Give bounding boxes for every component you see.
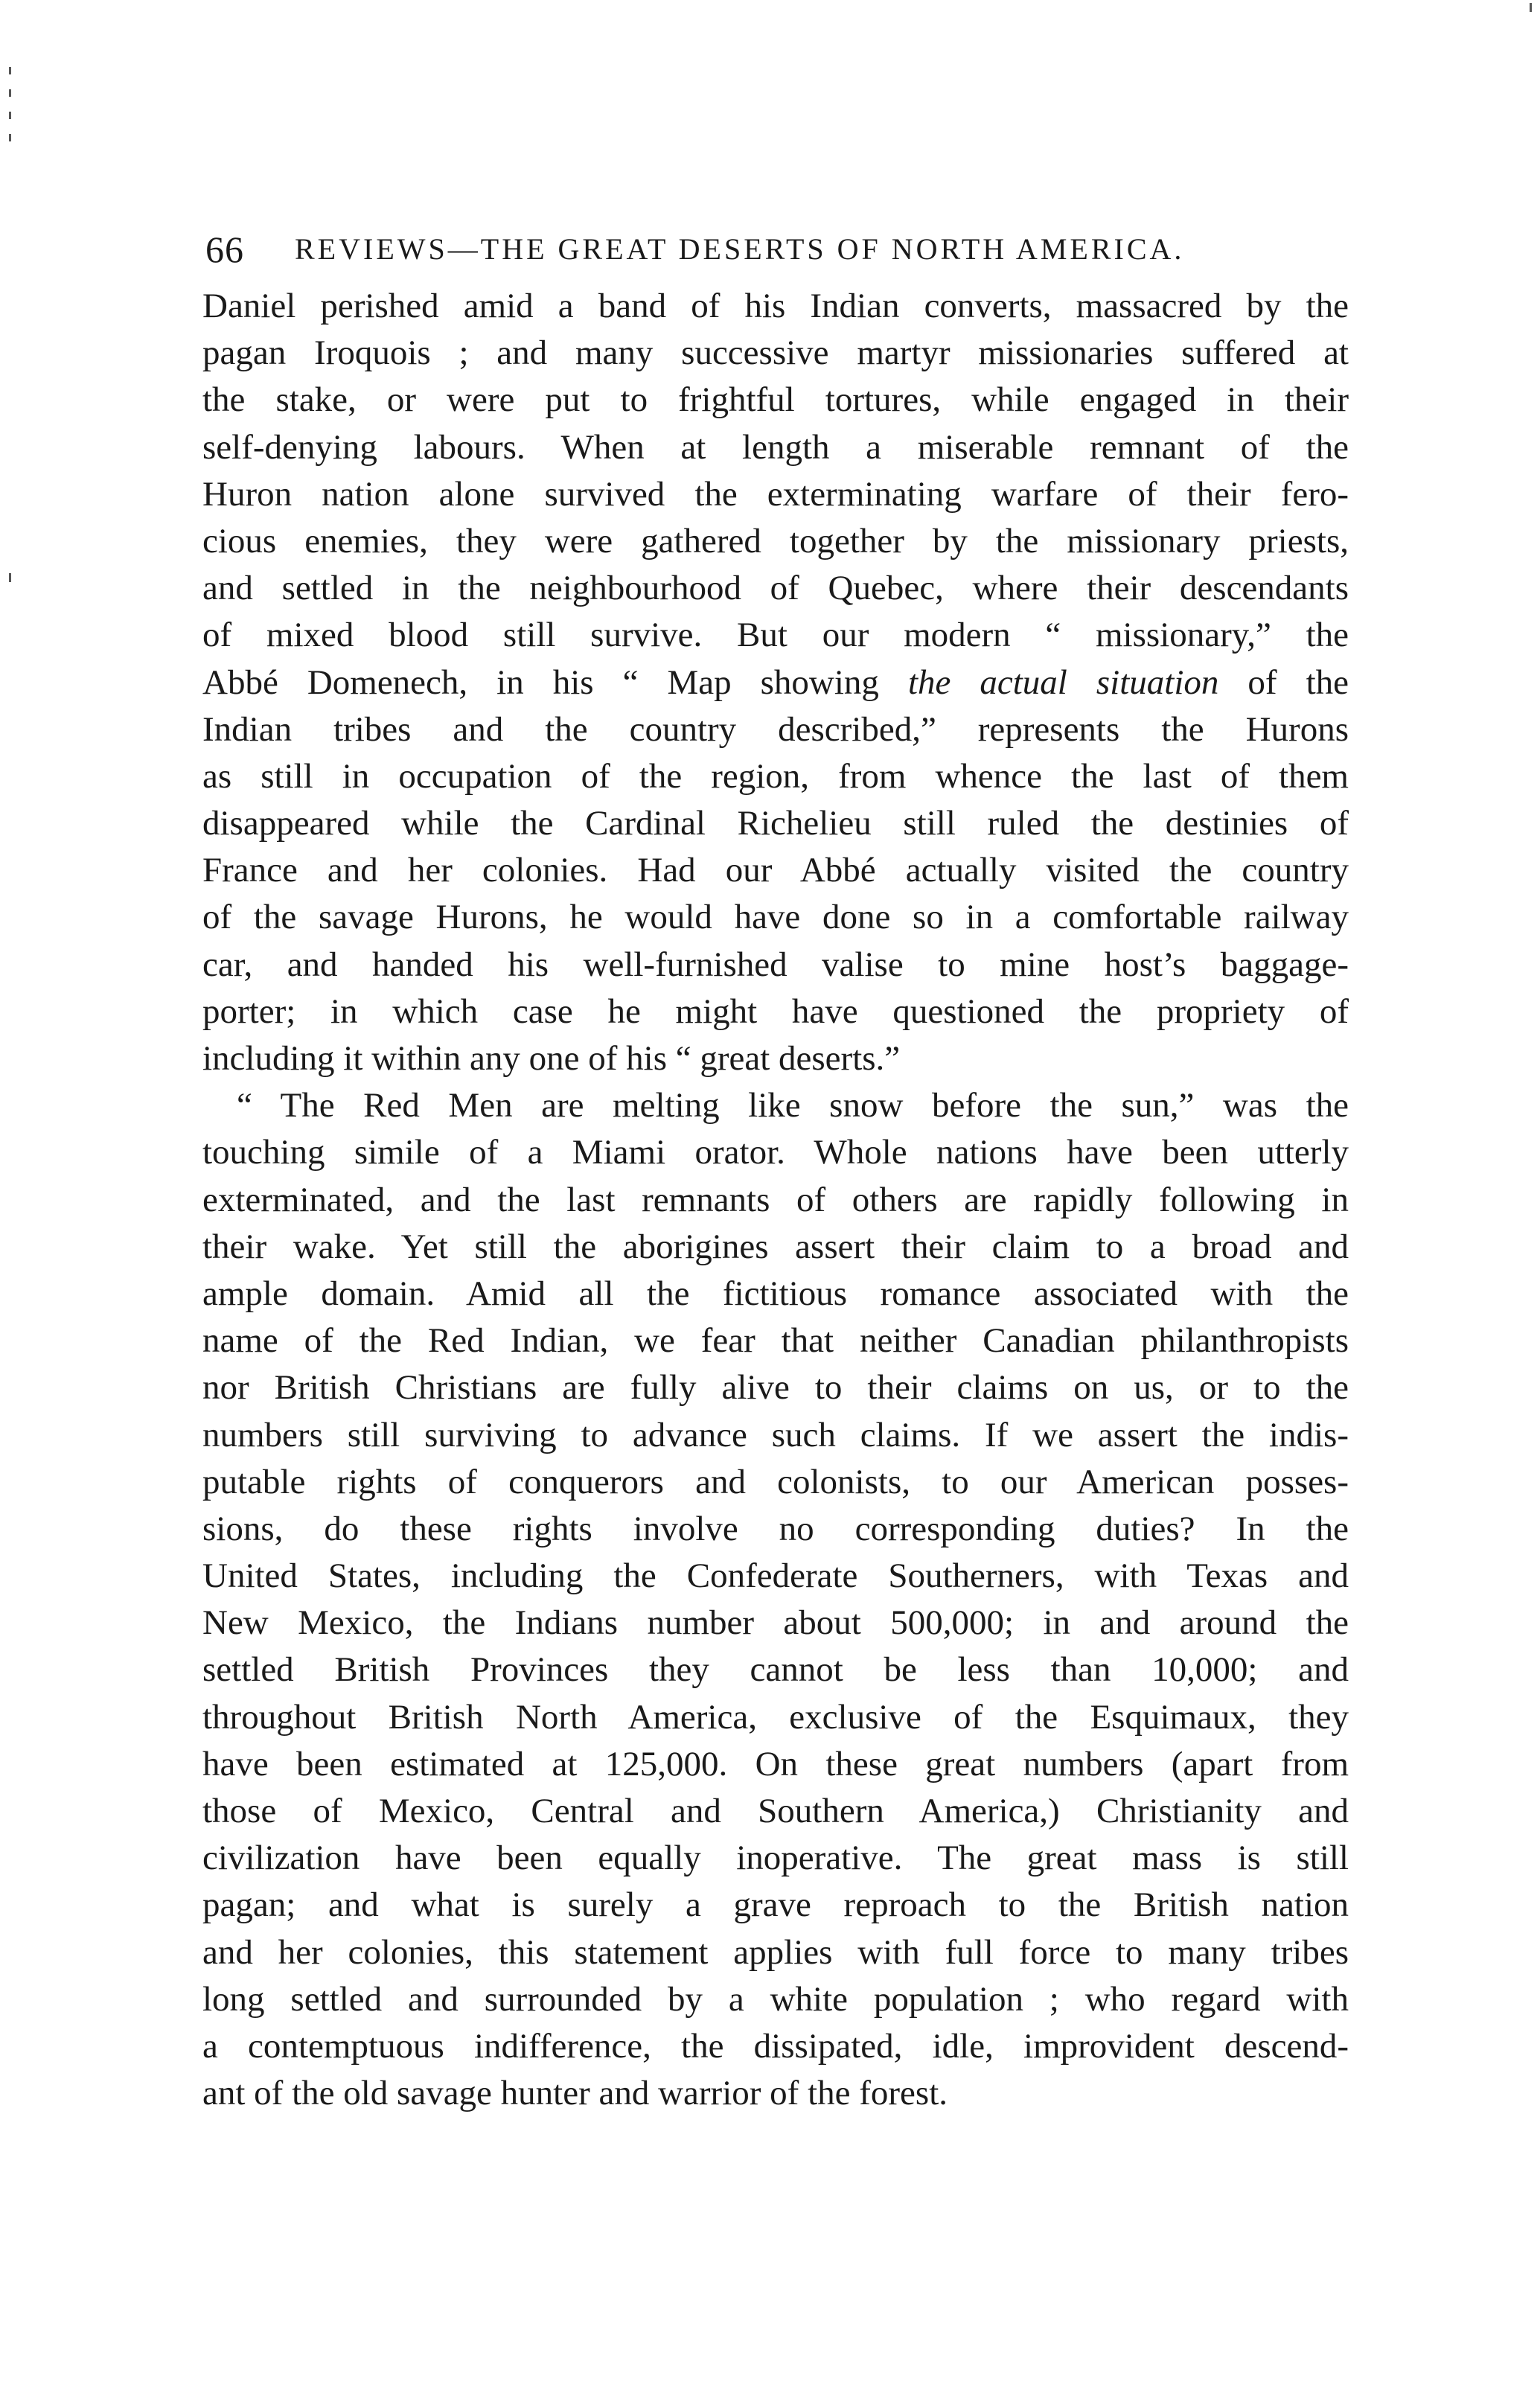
left-edge-mark <box>9 134 11 141</box>
text-line: putable rights of conquerors and colonists, to our American posses- <box>202 1462 1349 1501</box>
text-line: their wake. Yet still the aborigines assert their claim to a broad and <box>202 1227 1349 1266</box>
text-line: have been estimated at 125,000. On these great numbers (apart from <box>202 1744 1349 1783</box>
text-line: settled British Provinces they cannot be less than 10,000; and <box>202 1650 1349 1690</box>
text-line: of mixed blood still survive. But our modern “ missionary,” the <box>202 616 1349 655</box>
text-line: nor British Christians are fully alive to their claims on us, or to the <box>202 1368 1349 1408</box>
right-edge-mark <box>1530 3 1532 12</box>
body-text <box>202 283 1349 2117</box>
page-number: 66 <box>205 229 244 270</box>
text-segment: of the <box>1218 662 1349 702</box>
text-line: of the savage Hurons, he would have done so in a comfortable railway <box>202 898 1349 937</box>
text-line: touching simile of a Miami orator. Whole nations have been utterly <box>202 1133 1349 1172</box>
left-edge-mark <box>9 67 11 74</box>
text-line: and settled in the neighbourhood of Quebec, where their descendants <box>202 569 1349 608</box>
text-line: and her colonies, this statement applies with full force to many tribes <box>202 1932 1349 1972</box>
text-line: long settled and surrounded by a white population ; who regard with <box>202 1979 1349 2019</box>
text-line: civilization have been equally inoperative. The great mass is still <box>202 1839 1349 1878</box>
text-line: self-denying labours. When at length a miserable remnant of the <box>202 427 1349 467</box>
text-line: New Mexico, the Indians number about 500,000; in and around the <box>202 1603 1349 1643</box>
text-line: car, and handed his well-furnished valise to mine host’s baggage- <box>202 945 1349 984</box>
text-line: exterminated, and the last remnants of others are rapidly following in <box>202 1180 1349 1219</box>
text-line: ant of the old savage hunter and warrior of the forest. <box>202 2074 948 2113</box>
text-line <box>202 659 1349 706</box>
text-segment: Abbé Domenech, in his “ Map showing <box>202 662 908 702</box>
text-line: disappeared while the Cardinal Richelieu still ruled the destinies of <box>202 804 1349 843</box>
left-edge-mark <box>9 573 11 582</box>
text-line: throughout British North America, exclusive of the Esquimaux, they <box>202 1697 1349 1737</box>
paragraph-2 <box>202 1082 1349 2117</box>
text-line: those of Mexico, Central and Southern America,) Christianity and <box>202 1792 1349 1830</box>
text-line: France and her colonies. Had our Abbé actually visited the country <box>202 851 1349 890</box>
text-line: the stake, or were put to frightful tortures, while engaged in their <box>202 380 1349 420</box>
text-line: a contemptuous indifference, the dissipated, idle, improvident descend- <box>202 2026 1349 2066</box>
text-line: as still in occupation of the region, from whence the last of them <box>202 756 1349 796</box>
text-line: including it within any one of his “ great deserts.” <box>202 1039 901 1078</box>
page-header <box>205 223 1337 275</box>
text-line: pagan Iroquois ; and many successive martyr missionaries suffered at <box>202 333 1349 373</box>
left-edge-mark <box>9 112 11 119</box>
text-line: Huron nation alone survived the exterminating warfare of their fero- <box>202 474 1349 514</box>
running-title: REVIEWS—THE GREAT DESERTS OF NORTH AMERICA. <box>295 232 1185 266</box>
text-line: “ The Red Men are melting like snow before the sun,” was the <box>237 1086 1349 1125</box>
left-edge-mark <box>9 89 11 97</box>
text-line: sions, do these rights involve no corresponding duties? In the <box>202 1509 1349 1548</box>
text-line: United States, including the Confederate Southerners, with Texas and <box>202 1556 1349 1596</box>
text-line: porter; in which case he might have questioned the propriety of <box>202 991 1349 1031</box>
italic-title: the actual situation <box>907 662 1219 702</box>
text-line: Daniel perished amid a band of his Indian converts, massacred by the <box>202 287 1349 325</box>
text-line: numbers still surviving to advance such claims. If we assert the indis- <box>202 1415 1349 1454</box>
text-line: Indian tribes and the country described,” represents the Hurons <box>202 709 1349 749</box>
text-line: ample domain. Amid all the fictitious romance associated with the <box>202 1274 1349 1313</box>
text-line: name of the Red Indian, we fear that neither Canadian philanthropists <box>202 1321 1349 1361</box>
text-line: cious enemies, they were gathered together by the missionary priests, <box>202 521 1349 560</box>
paragraph-1 <box>202 283 1349 1082</box>
text-line: pagan; and what is surely a grave reproach to the British nation <box>202 1885 1349 1925</box>
